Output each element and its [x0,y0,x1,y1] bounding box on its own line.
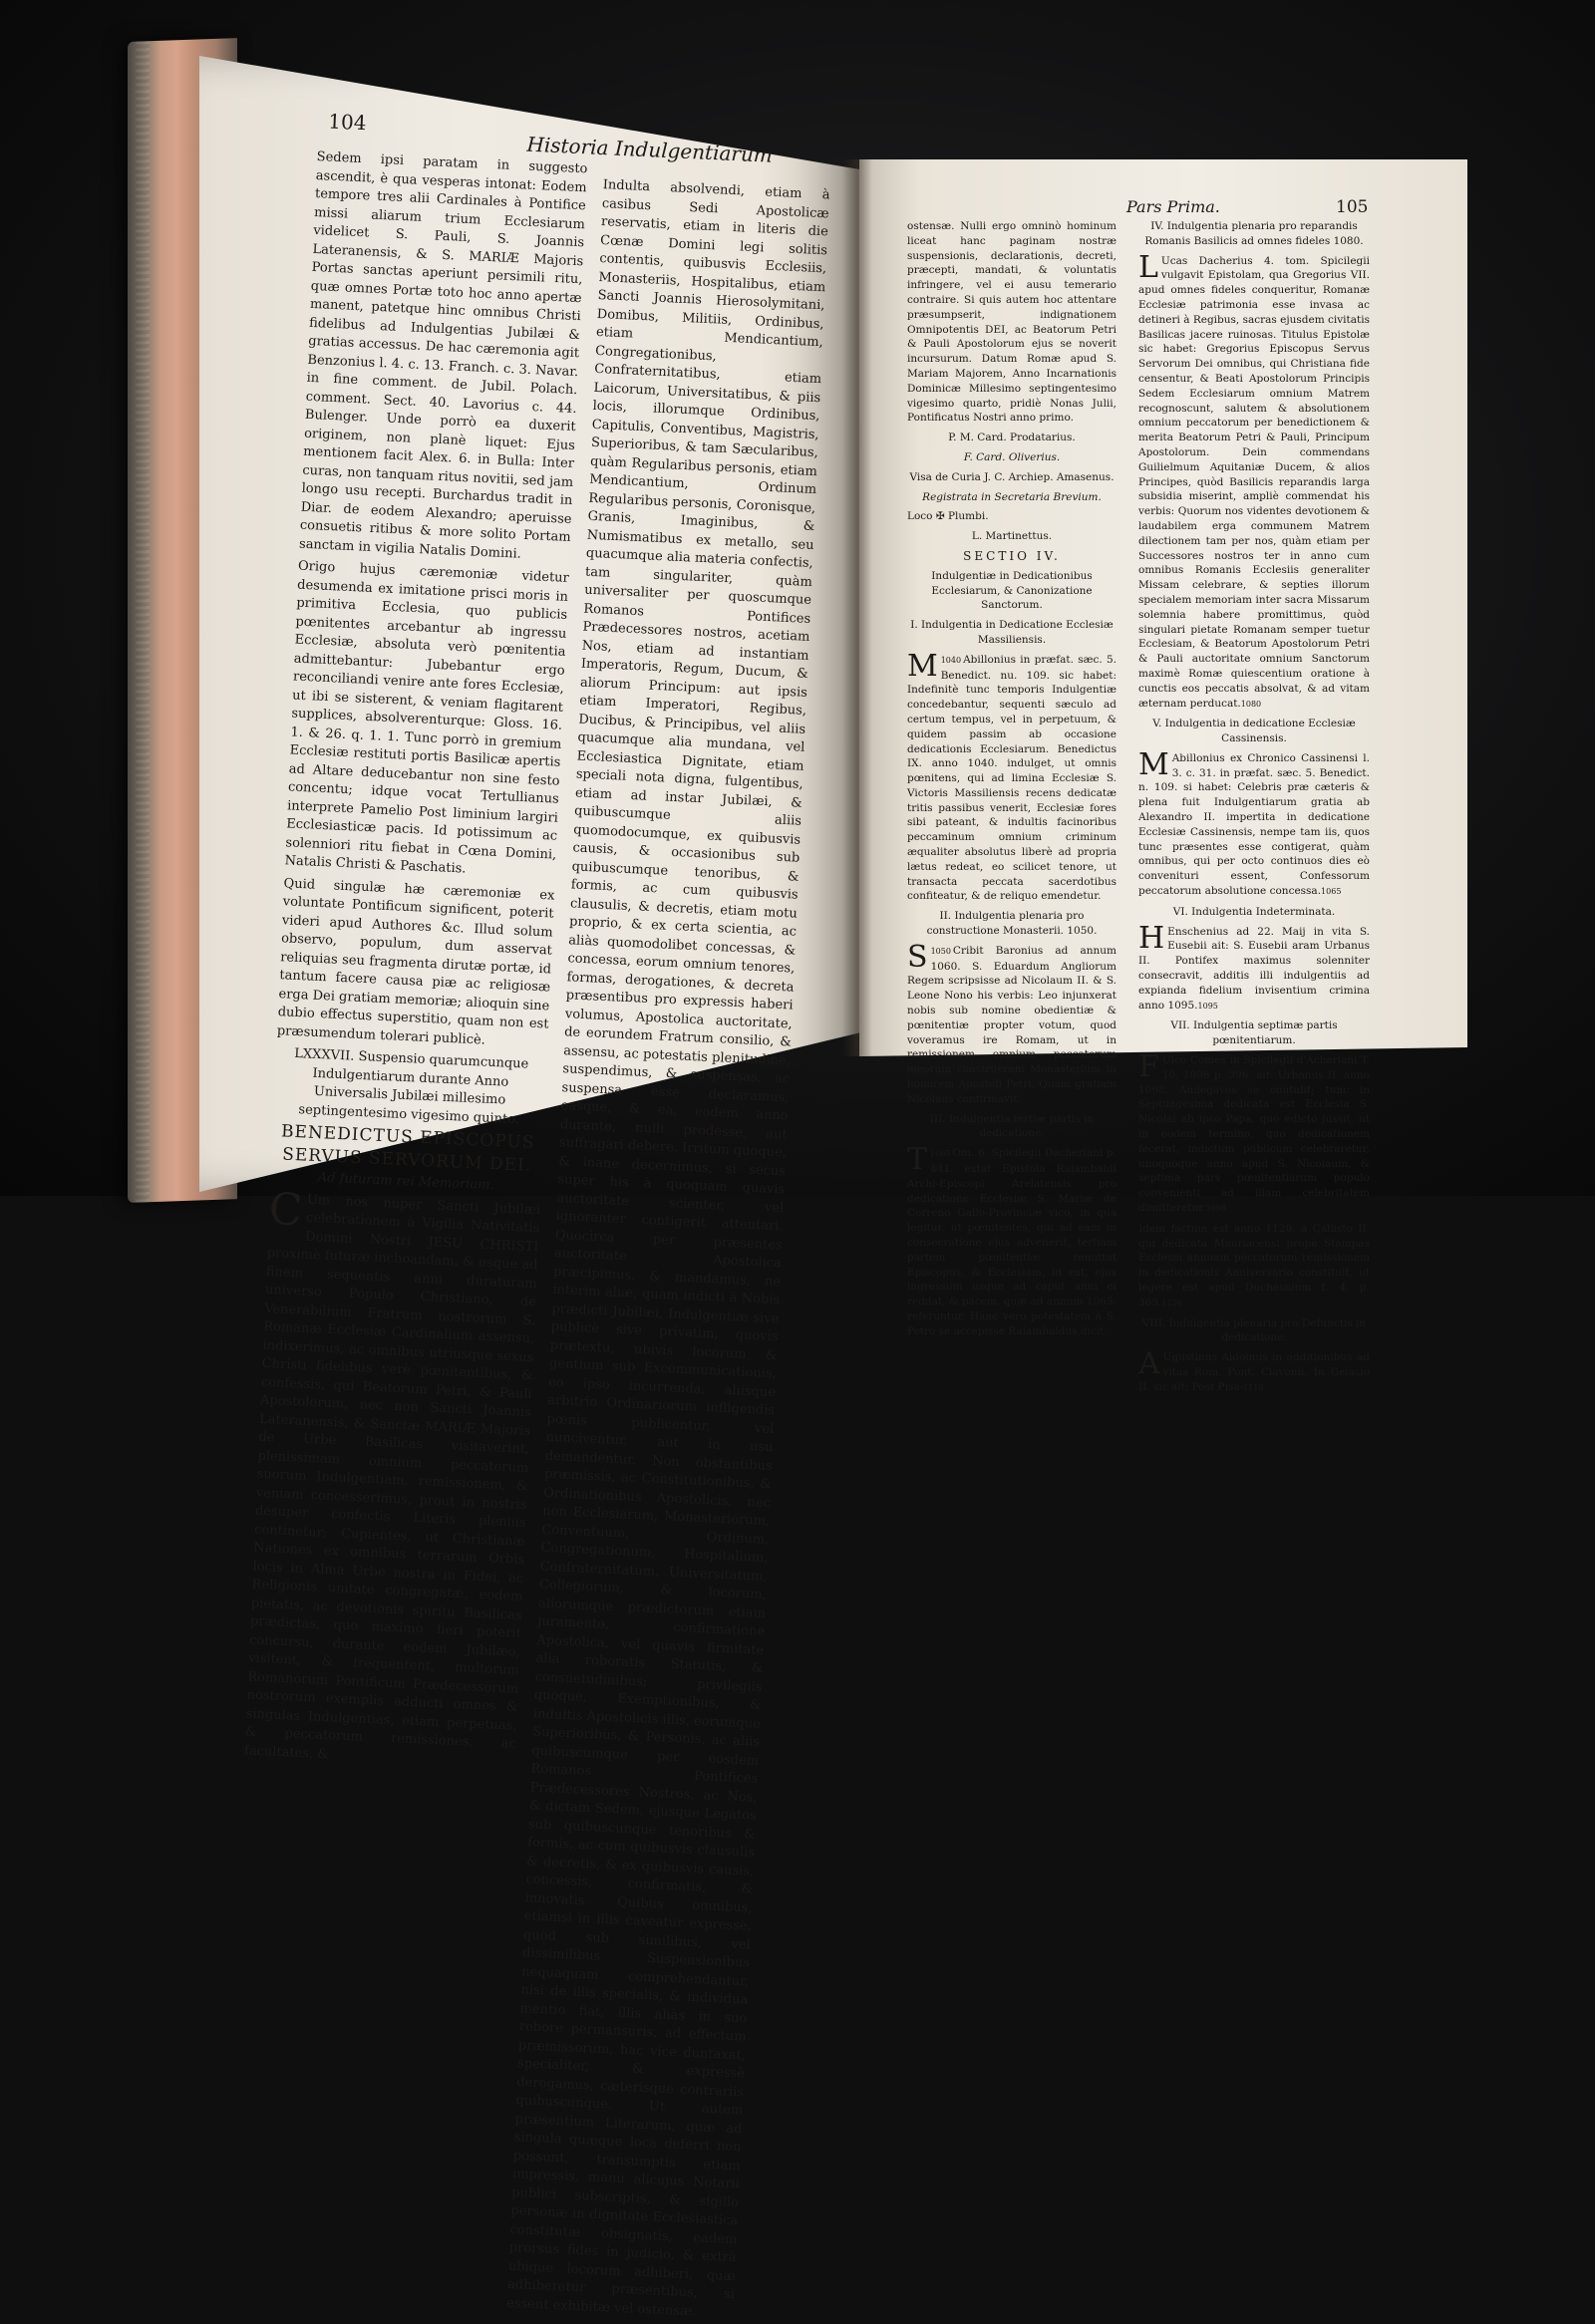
item-heading: V. Indulgentia in dedicatione Ecclesiæ Cassinensis. [1152,718,1356,745]
item-heading: IV. Indulgentia plenaria pro reparandis Romanis Basilicis ad omnes fideles 1080. [1144,220,1364,247]
drop-cap: M [1138,746,1169,782]
signature: L. Martinettus. [971,530,1053,543]
drop-cap: F [1138,1049,1159,1085]
item-body: Ugustinus Aldoinus in additionibus ad vitas Rom. Pont. Ciavonii. In Gelasio II. sic ait: Post Pisa- [1138,1351,1370,1393]
margin-year: 1065 [930,1149,951,1159]
margin-year: 1118 [1243,1382,1264,1392]
paragraph: Origo hujus cæremoniæ videtur desumenda ex imitatione prisci moris in primitiva Ecclesia, quo publicis pœnitentes arcebantur ab ingressu Ecclesiæ, absoluta verò pœnitentia admittebantur: Jubebantur ergo reconciliandi venire ante fores Ecclesiæ, ut ibi se sisterent, & veniam flagitarent supplices, absolverenturque: Gloss. 16. 1. & 26. q. 1. 1. Tunc porrò in gremium Ecclesiæ restituti portis Basilicæ apertis ad Altare deducebantur non sine festo concentu; idque vocat Tertullianus interprete Pamelio Post liminium largiri Ecclesiasticæ pacis. Id potissimum ac solenniori ritu fiebat in Cœna Domini, Natalis Christi & Paschatis. [284,558,570,877]
margin-year: 1040 [940,655,962,665]
left-column-1 [243,148,587,1777]
margin-year: 1065 [1321,887,1342,897]
bull-title: BENEDICTUS EPISCOPUS [280,1121,535,1153]
signature: Visa de Curia J. C. Archiep. Amasenus. [909,470,1115,483]
drop-cap: T [907,1142,928,1178]
item-heading: I. Indulgentia in Dedicatione Ecclesiæ Massiliensis. [910,619,1114,646]
item-paragraph [907,648,1116,905]
item-heading: VI. Indulgentia Indeterminata. [1172,905,1336,918]
drop-cap: H [1138,920,1165,956]
seal-note: Loco ✠ Plumbi. [907,510,989,523]
margin-year: 1080 [1240,699,1262,709]
item-paragraph [907,1142,1116,1338]
page-number-right: 105 [1336,197,1369,217]
book-gutter [842,159,872,1056]
item-paragraph [1138,1049,1370,1217]
bull-title-2: SERVUS SERVORUM DEI. [281,1144,532,1176]
section-subtitle: Indulgentiæ in Dedicationibus Ecclesiarum, & Canonizatione Sanctorum. [931,569,1093,612]
item-heading: II. Indulgentia plenaria pro constructione Monasterii. 1050. [926,910,1098,938]
item-paragraph [1138,249,1370,713]
bull-subtitle: Ad futuram rei Memoriam. [317,1170,494,1194]
paragraph: ostensæ. Nulli ergo omninò hominum liceat hanc paginam nostræ suspensionis, declarationis, decreti, præcepti, mandati, & voluntatis infringere, vel ei ausu temerario contraire. Si quis autem hoc attentare præsumpserit, indignationem Omnipotentis DEI, ac Beatorum Petri & Pauli Apostolorum ejus se noverit incursurum. Datum Romæ apud S. Mariam Majorem, Anno Incarnationis Dominicæ Millesimo septingentesimo vigesimo quarto, pridiè Nonas Julii, Pontificatus Nostri anno primo. [907,220,1116,425]
left-column-2: Indulta absolvendi, etiam à casibus Sedi Apostolicæ reservatis, etiam in literis die Cœnæ Domini legi solitis contentis, quibusvis Ecclesiis, Monasteriis, Hospitalibus, etiam Sancti Joannis Hierosolymitani, Domibus, Militiis, Ordinibus, etiam Mendicantium, Congregationibus, Confraternitatibus, etiam Laicorum, Universitatibus, & piis locis, illorumque Ordinibus, Capitulis, Conventibus, Magistris, Superioribus, & tam Sæcularibus, quàm Regularibus personis, etiam Mendicantium, Ordinum Regularibus personis, Coronisque, Granis, Imaginibus, & Numismatibus ex metallo, seu quacumque alia materia confectis, tam singulariter, quàm universaliter per quoscumque Romanos Pontifices Prædecessores nostros, acetiam Nos, etiam ad instantiam Imperatoris, Regum, Ducum, & aliorum Principum: aut ipsis etiam Imperatori, Regibus, Ducibus, & Principibus, vel aliis quacumque alia mundana, vel Ecclesiastica Dignitate, etiam speciali nota digna, fulgentibus, etiam ad instar Jubilæi, & quibuscumque aliis quomodocumque, ex quibusvis causis, & occasionibus sub quibuscumque tenoribus, & formis, ac cum quibusvis clausulis, & decretis, etiam motu proprio, & ex certa scientia, ac aliàs quomodolibet concessas, & concessa, eorum omnium tenores, formas, derogationes, & decreta præsentibus pro expressis haberi volumus, Apostolica auctoritate, de eorundem Fratrum consilio, & assensu, ac potestatis plenitudine, suspendimus, & suspensas, ac suspensa esse declaramus, easque, & ea, eodem anno durante, nulli prodesse, aut suffragari debere. Irritum quoque, & inane decernimus, si secus super his à quoquam quavis auctoritate scienter, vel ignoranter contigerit attentari. Quocirca per præsentes auctoritate Apostolica præcipimus, & mandamus, ne interim aliæ, quàm indicti à Nobis prædicti Jubilæi, Indulgentiæ sive publicè sive privatim, quovis prætextu, ubivis locorum & gentium sub Excommunicationis, eo ipso incurrenda, aliisque arbitrio Ordinariorum infligendis pœnis publicentur, vel nunciventur, aut in usu demandentur. Non obstantibus præmissis, ac Constitutionibus, & Ordinationibus Apostolicis, nec non Ecclesiarum, Monasteriorum, Conventuum, Ordinum, Congregationum, Hospitalium, Confraternitatum, Universitatum, Collegiorum, & locorum, aliorumque prædictorum etiam juramento, confirmatione Apostolica, vel quavis firmitate alia roboratis Statutis, & consuetudinibus; privilegiis quoque, Exemptionibus, & indultis Apostolicis illis, eorumque Superioribus, & Personis, ac aliis quibuscumque per eosdem Romanos Pontifices Prædecessores Nostros, ac Nos, & dictam Sedem, ejusque Legatos sub quibuscunque tenoribus & formis, ac cum quibusvis clausulis & decretis, & ex quibusvis causis, concessis, confirmatis, & innovatis. Quibus omnibus, etiamsi in illis caveatur expressè, quòd sub similibus, vel dissimilibus Suspensionibus nequaquam comprehendantur, nisi de illis specialis, & individua mentio fiat, illis aliàs in suo robore permansuris, ad effectum præmissorum, hac vice duntaxat, specialiter, & expressè derogamus, cæterisque contrariis quibuscunque. Ut autem præsentium Literarum, quæ ad singula quæque loca deferri non possunt, transumptis etiam impressis, manu alicujus Notarii publici subscriptis, & sigillo personæ in dignitate Ecclesiastica constitutæ obsignatis, eadem prorsus fides in judicio, & extrà ubique locorum adhiberi, quæ adhiberetur præsentibus, si essent exhibitæ vel ostensæ. [505,177,830,2320]
item-body: Ulco Comes in Spicilegii d'Acheriani T. 10. 1098 p. 396. ait: Urbanus II. anno 1098. Andegavos se contulit; tunc in Septuagesima dedicata est Ecclesia S. Nicolai ab ipso Papa, quo edicto jussit, ut in eodem termino, quo dedicationem fecerat, indictum publicum celebraretur, unoquoque anno apud S. Nicolaum, & septima pars pœnitentiarum populo convenienti ad illam celebritatem dimitteretur. [1138,1054,1370,1214]
item-paragraph [1138,746,1370,900]
item-body: Cribit Baronius ad annum 1060. S. Eduardum Angliorum Regem scripsisse ad Nicolaum II. & S. Leone Nono his verbis: Leo injunxerat nobis sub nomine obedientiæ & pœnitentiæ propter votum, quod voveramus ire Romam, ut in remissionem omnium peccatorum meorum construerem Monasterium in honorem Apostoli Petri. Quam gratiam Nicolaus confirmavit. [907,944,1116,1105]
paragraph: Quid singulæ hæ cæremoniæ ex voluntate Pontificum significent, poterit videri apud Authores &c. Illud solum observo, populum, dum asservat reliquias seu fragmenta dirutæ portæ, id tantum facere causa piæ ac religiosæ erga Dei gratiam memoriæ; alioquin sine dubio effectus superstitio, quam non est præsumendum tolerari publicè. [276,875,555,1048]
item-heading: VIII. Indulgentia plenaria pro Defunctis in dedicatione. [1141,1316,1367,1344]
item-heading: III. Indulgentia tertiæ partis in dedicatione. [929,1112,1095,1140]
bull-text [243,1183,541,1772]
margin-year: 1050 [930,946,951,956]
item-paragraph [1138,1222,1370,1311]
section-title: SECTIO IV. [963,548,1061,563]
signature: F. Card. Oliverius. [963,450,1061,463]
signature: P. M. Card. Prodatarius. [948,432,1076,444]
item-body: Om. 6. Spicilegii Dacheriani p. 441. extat Epistola Raiambaldi Archi-Episcopi Arelatensis pro dedicatione Ecclesiæ S. Mariæ de Correno Gallo-Provinciæ vico, in qua legitur, ut pœnitentes, qui ad eam in consecratione ejus advenerit, tertiam partem pœnitentiæ remittat Episcopus, & Ecclesiam, id est, ejus ingressum usque ad caput anni ei reddat, & pacem, quæ ad annum 1065. referuntur. Hanc verò potestatem à S. Petro se accepisse Raiambaldus dicit. [907,1147,1116,1337]
signature: Registrata in Secretaria Brevium. [922,490,1102,503]
drop-cap: A [1138,1346,1160,1382]
margin-year: 1120 [1161,1298,1182,1307]
running-head-right: Pars Prima. [1126,197,1220,216]
drop-cap: C [267,1183,304,1236]
item-body: Ucas Dacherius 4. tom. Spicilegii vulgavit Epistolam, qua Gregorius VII. apud omnes fideles conqueritur, Romanæ Ecclesiæ patrimonia esse invasa ac detineri à Regibus, sacras ejusdem civitatis Basilicas jacere ruinosas. Titulus Epistolæ sic habet: Gregorius Episcopus Servus Servorum Dei omnibus, qui Christiana fide censentur, & Beati Apostolorum Principis Sedem Ecclesiarum omnium Matrem recognoscunt, salutem & absolutionem omnium peccatorum per benedictionem & merita Beatorum Petri & Pauli, Principum Apostolorum. Dein commendans Guilielmum Aquitaniæ Ducem, & alios Principes, quòd Basilicis reparandis larga subsidia miserint, ampliè commendat his verbis: Quorum nos videntes devotionem & laudabilem erga communem Matrem dilectionem tam per nos, quàm etiam per Successores nostros ter in anno cum omnibus Romanis Ecclesiis generaliter Missam celebrare, & septies illorum specialem memoriam inter sacra Missarum solemnia habere promittimus, quòd singulari pietate Romanam semper tuetur Ecclesiam, & Beatorum Apostolorum Petri & Pauli auctoritate omnium Sanctorum maximè Romæ quiescentium oratione à cunctis eos peccatis absolvat, & ad vitam æternam perducat. [1138,254,1370,710]
bull-body: Um nos nuper Sancti Jubilæi celebrationem à Vigilia Nativitatis Domini Nostri JESU CHRISTI proximè futuræ inchoandam, & usque ad finem sequentis anni duraturam universo Populo Christiano, de Venerabilium Fratrum nostrorum S. Romanæ Ecclesiæ Cardinalium assensu, indixerimus, ac omnibus utriusque sexus Christi fidelibus verè pœnitentibus, & confessis, qui Beatorum Petri, & Pauli Apostolorum, nec non Sancti Joannis Lateranensis, & Sanctæ MARIÆ Majoris de Urbe Basilicas visitaverint, plenissimam omnium peccatorum suorum Indulgentiam, remissionem, & veniam concesserimus, prout in nostris desuper confectis Literis plenius continetur; Cupientes, ut Christianæ Nationes ex omnibus terrarum Orbis locis in Alma Urbe nostra in Fidei, ac Religionis unitate congregatæ, eodem pietatis, ac devotionis spiritu Basilicas prædictas, quo maximo fieri poterit concursu, durante eodem Jubilæo, visitent, & frequentent, multorum Romanorum Pontificum Prædecessorum nostrorum exemplis adducti omnes & singulas Indulgentias, etiam perpetuas, & peccatorum remissiones, ac facultates, & [243,1192,541,1762]
item-paragraph [907,939,1116,1107]
item-paragraph [1138,1346,1370,1395]
right-column-1 [907,219,1116,1344]
right-column-2 [1138,219,1370,1401]
running-head-left: Historia Indulgentiarum [525,132,774,167]
margin-year: 1095 [1197,1001,1218,1011]
item-body: Abillonius ex Chronico Cassinensi l. 3. c. 31. in præfat. sæc. 5. Benedict. n. 109. si habet: Celebris præ cæteris & plena fuit Indulgentiarum gratia ab Alexandro II. impertita in dedicatione Ecclesiæ Cassinensis, nempe tam iis, quos tunc præsentes esse contigerat, quàm omnibus, qui per octo continuos dies eò convenituri essent, Confessorum peccatorum absolutione concessa. [1138,751,1370,898]
drop-cap: S [907,939,928,975]
left-page-text [184,105,847,2320]
margin-year: 1098 [1205,1204,1226,1213]
section-heading: LXXXVII. Suspensio quarumcunque Indulgentiarum durante Anno Universalis Jubilæi millesimo septingentesimo vigesimo quinto. [293,1045,529,1127]
drop-cap: L [1138,249,1158,285]
item-paragraph [1138,920,1370,1015]
item-heading: VII. Indulgentia septimæ partis pœnitentiarum. [1170,1019,1338,1047]
item-body: Abillonius in præfat. sæc. 5. Benedict. nu. 109. sic habet: Indefinitè tunc temporis Indulgentiæ concedebantur, sequenti sæculo ad certum tempus, vel in perpetuum, & quidem passim ab occasione dedicationis Ecclesiarum. Benedictus IX. anno 1040. indulget, ut omnis pœnitens, qui ad limina Ecclesiæ S. Victoris Massiliensis recens dedicatæ tritis passibus venerit, Ecclesiæ fores sibi pateant, & indultis facinoribus peccaminum omnium criminum æqualiter absolutus liberè ad propria lætus redeat, eo scilicet tenore, ut transacta peccata sacerdotibus confiteatur, & de reliquo emendetur. [907,653,1116,903]
item-body: Enschenius ad 22. Maij in vita S. Eusebii ait: S. Eusebii aram Urbanus II. Pontifex maximus solenniter consecravit, additis illi indulgentiis ad expianda fidelium invisentium crimina anno 1095. [1138,925,1370,1012]
drop-cap: M [907,648,938,684]
paragraph: Sedem ipsi paratam in suggesto ascendit, è qua vesperas intonat: Eodem tempore tres alii Cardinales à Pontifice missi aliarum trium Ecclesiarum videlicet S. Pauli, S. Joannis Lateranensis, & S. MARIÆ Majoris Portas sanctas aperiunt persimili ritu, quæ omnes Portæ toto hoc anno apertæ manent, patetque hinc omnibus Christi fidelibus ad Indulgentias Jubilæi & gratias accessus. De hac cæremonia agit Benzonius l. 4. c. 13. Franch. c. 3. Navar. in fine comment. de Jubil. Polach. comment. Sect. 40. Lavorius c. 44. Bulenger. Unde porrò ea duxerit originem, non planè liquet: Ejus mentionem facit Alex. 6. in Bulla: Inter curas, non tanquam ritus novitii, sed jam longo usu recepti. Burchardus tradit in Diar. de eodem Alexandro; aperuisse consuetis ritibus & more solito Portam sanctam in vigilia Natalis Domini. [298,149,588,562]
page-number-left: 104 [327,109,368,136]
item-body: Idem factum est anno 1120. à Callisto II. qui dedicata Mauriacensi propè Stampas Ecclesia annuam peccatorum remissionem in dedicationis Anniversario constituit, ut legere est apud Duchesnium t. 4. p. 369. [1138,1222,1370,1308]
